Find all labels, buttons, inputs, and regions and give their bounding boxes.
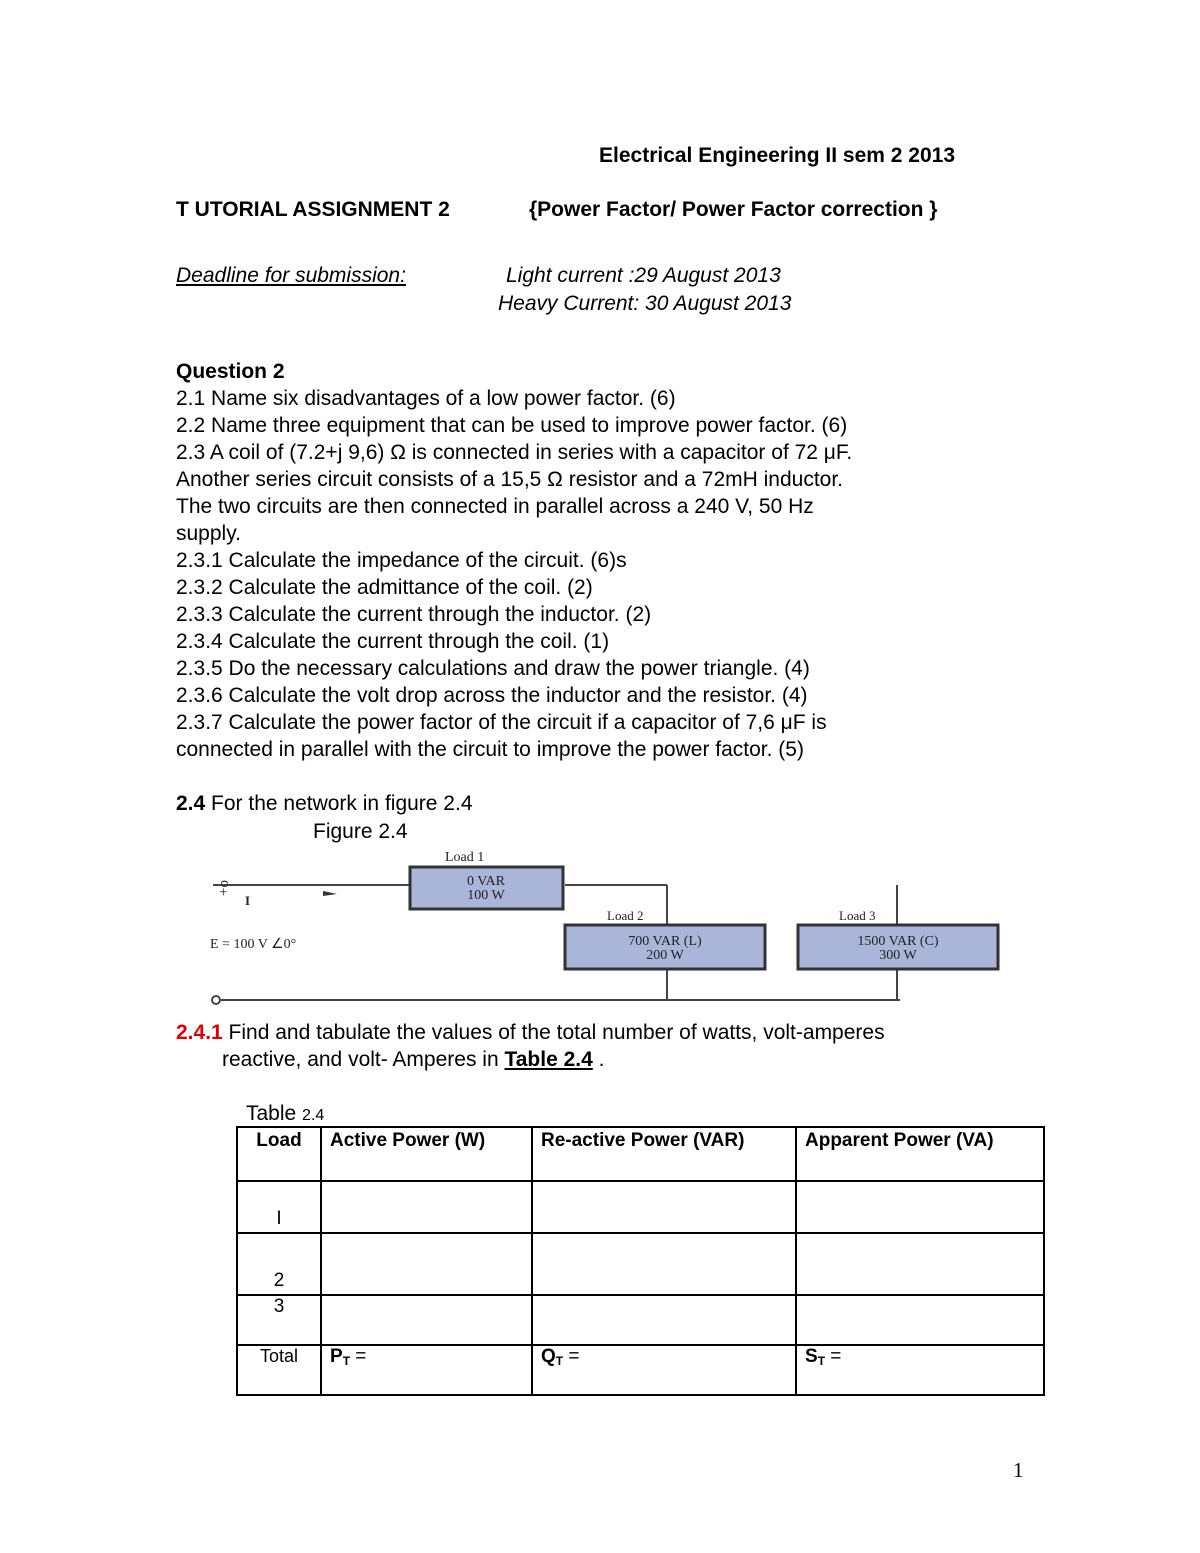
table-cell[interactable] [532, 1295, 796, 1345]
header-active-power: Active Power (W) [321, 1127, 532, 1181]
load3-var: 1500 VAR (C) [857, 934, 939, 949]
table-row [237, 1181, 1044, 1233]
current-label: I [245, 893, 251, 908]
st-symbol: S [805, 1346, 818, 1367]
question-title: Question 2 [176, 360, 285, 383]
table-cell[interactable] [796, 1233, 1044, 1295]
question-2-4-1-number: 2.4.1 [176, 1021, 223, 1044]
table-caption [246, 1100, 324, 1129]
row-label: 2 [237, 1233, 321, 1295]
question-2-4-1 [176, 1019, 885, 1046]
question-line: 2.3.6 Calculate the volt drop across the inductor and the resistor. (4) [176, 684, 808, 707]
question-2-4-text: For the network in figure 2.4 [205, 792, 473, 815]
pt-cell[interactable] [321, 1345, 532, 1395]
question-2-4-1-text3: . [592, 1048, 605, 1071]
pt-equals: = [350, 1346, 367, 1367]
question-line: 2.3.2 Calculate the admittance of the coil. (2) [176, 576, 593, 599]
deadline-light: Light current :29 August 2013 [506, 264, 781, 287]
st-cell[interactable] [796, 1345, 1044, 1395]
st-equals: = [825, 1346, 842, 1367]
table-row [237, 1295, 1044, 1345]
table-caption-prefix: Table [246, 1102, 303, 1125]
deadline-label: Deadline for submission: [176, 264, 406, 287]
course-header: Electrical Engineering II sem 2 2013 [599, 144, 956, 167]
load3-watts: 300 W [879, 948, 917, 963]
circuit-figure [195, 845, 1015, 1010]
pt-symbol: P [330, 1346, 343, 1367]
table-cell[interactable] [321, 1181, 532, 1233]
question-line: 2.3.3 Calculate the current through the inductor. (2) [176, 603, 652, 626]
question-line: 2.1 Name six disadvantages of a low power factor. (6) [176, 387, 676, 410]
table-cell[interactable] [796, 1295, 1044, 1345]
table-cell[interactable] [532, 1233, 796, 1295]
table-cell[interactable] [321, 1233, 532, 1295]
row-label: I [237, 1181, 321, 1233]
table-row [237, 1233, 1044, 1295]
header-apparent-power: Apparent Power (VA) [796, 1127, 1044, 1181]
plus-terminal-label: +o [216, 880, 232, 896]
table-cell[interactable] [796, 1181, 1044, 1233]
question-2-4 [176, 790, 473, 817]
header-load: Load [237, 1127, 321, 1181]
question-2-4-1-text2: reactive, and volt- Amperes in [222, 1048, 505, 1071]
pt-subscript: T [342, 1354, 351, 1368]
question-line: 2.3.5 Do the necessary calculations and draw the power triangle. (4) [176, 657, 810, 680]
qt-symbol: Q [541, 1346, 556, 1367]
question-line: 2.3.4 Calculate the current through the coil. (1) [176, 630, 610, 653]
assignment-title: T UTORIAL ASSIGNMENT 2 [176, 198, 450, 221]
qt-equals: = [563, 1346, 580, 1367]
load1-watts: 100 W [467, 888, 505, 903]
load3-label: Load 3 [839, 908, 876, 923]
load2-label: Load 2 [607, 908, 644, 923]
table-cell[interactable] [321, 1295, 532, 1345]
total-label: Total [237, 1345, 321, 1395]
question-line: supply. [176, 522, 241, 545]
table-header-row [237, 1127, 1044, 1181]
load1-label: Load 1 [445, 850, 485, 865]
header-reactive-power: Re-active Power (VAR) [532, 1127, 796, 1181]
st-subscript: T [817, 1354, 826, 1368]
table-cell[interactable] [532, 1181, 796, 1233]
question-line: Another series circuit consists of a 15,5 Ω resistor and a 72mH inductor. [176, 468, 844, 491]
source-label: E = 100 V ∠0° [210, 937, 297, 952]
deadline-heavy: Heavy Current: 30 August 2013 [498, 292, 792, 315]
question-2-4-1-text: Find and tabulate the values of the total number of watts, volt-amperes [222, 1021, 885, 1044]
page-number: 1 [1013, 1458, 1024, 1482]
question-line: The two circuits are then connected in parallel across a 240 V, 50 Hz [176, 495, 814, 518]
row-label: 3 [237, 1295, 321, 1345]
question-2-4-number: 2.4 [176, 792, 206, 815]
question-line: 2.3 A coil of (7.2+j 9,6) Ω is connected in series with a capacitor of 72 μF. [176, 441, 853, 464]
figure-caption: Figure 2.4 [313, 820, 408, 843]
question-line: connected in parallel with the circuit to improve the power factor. (5) [176, 738, 804, 761]
current-arrow-icon [323, 891, 337, 896]
question-line: 2.3.1 Calculate the impedance of the circuit. (6)s [176, 549, 627, 572]
qt-cell[interactable] [532, 1345, 796, 1395]
assignment-topic: {Power Factor/ Power Factor correction } [529, 198, 938, 221]
question-lines [176, 385, 852, 763]
load2-var: 700 VAR (L) [628, 934, 702, 949]
table-2-4 [236, 1126, 1045, 1396]
table-caption-number: 2.4 [302, 1107, 325, 1124]
load2-watts: 200 W [646, 948, 684, 963]
table-reference: Table 2.4 [504, 1048, 593, 1071]
qt-subscript: T [555, 1354, 564, 1368]
question-line: 2.2 Name three equipment that can be used to improve power factor. (6) [176, 414, 848, 437]
table-total-row [237, 1345, 1044, 1395]
load1-var: 0 VAR [466, 874, 506, 889]
question-2-4-1-cont [222, 1046, 604, 1073]
question-line: 2.3.7 Calculate the power factor of the circuit if a capacitor of 7,6 μF is [176, 711, 827, 734]
